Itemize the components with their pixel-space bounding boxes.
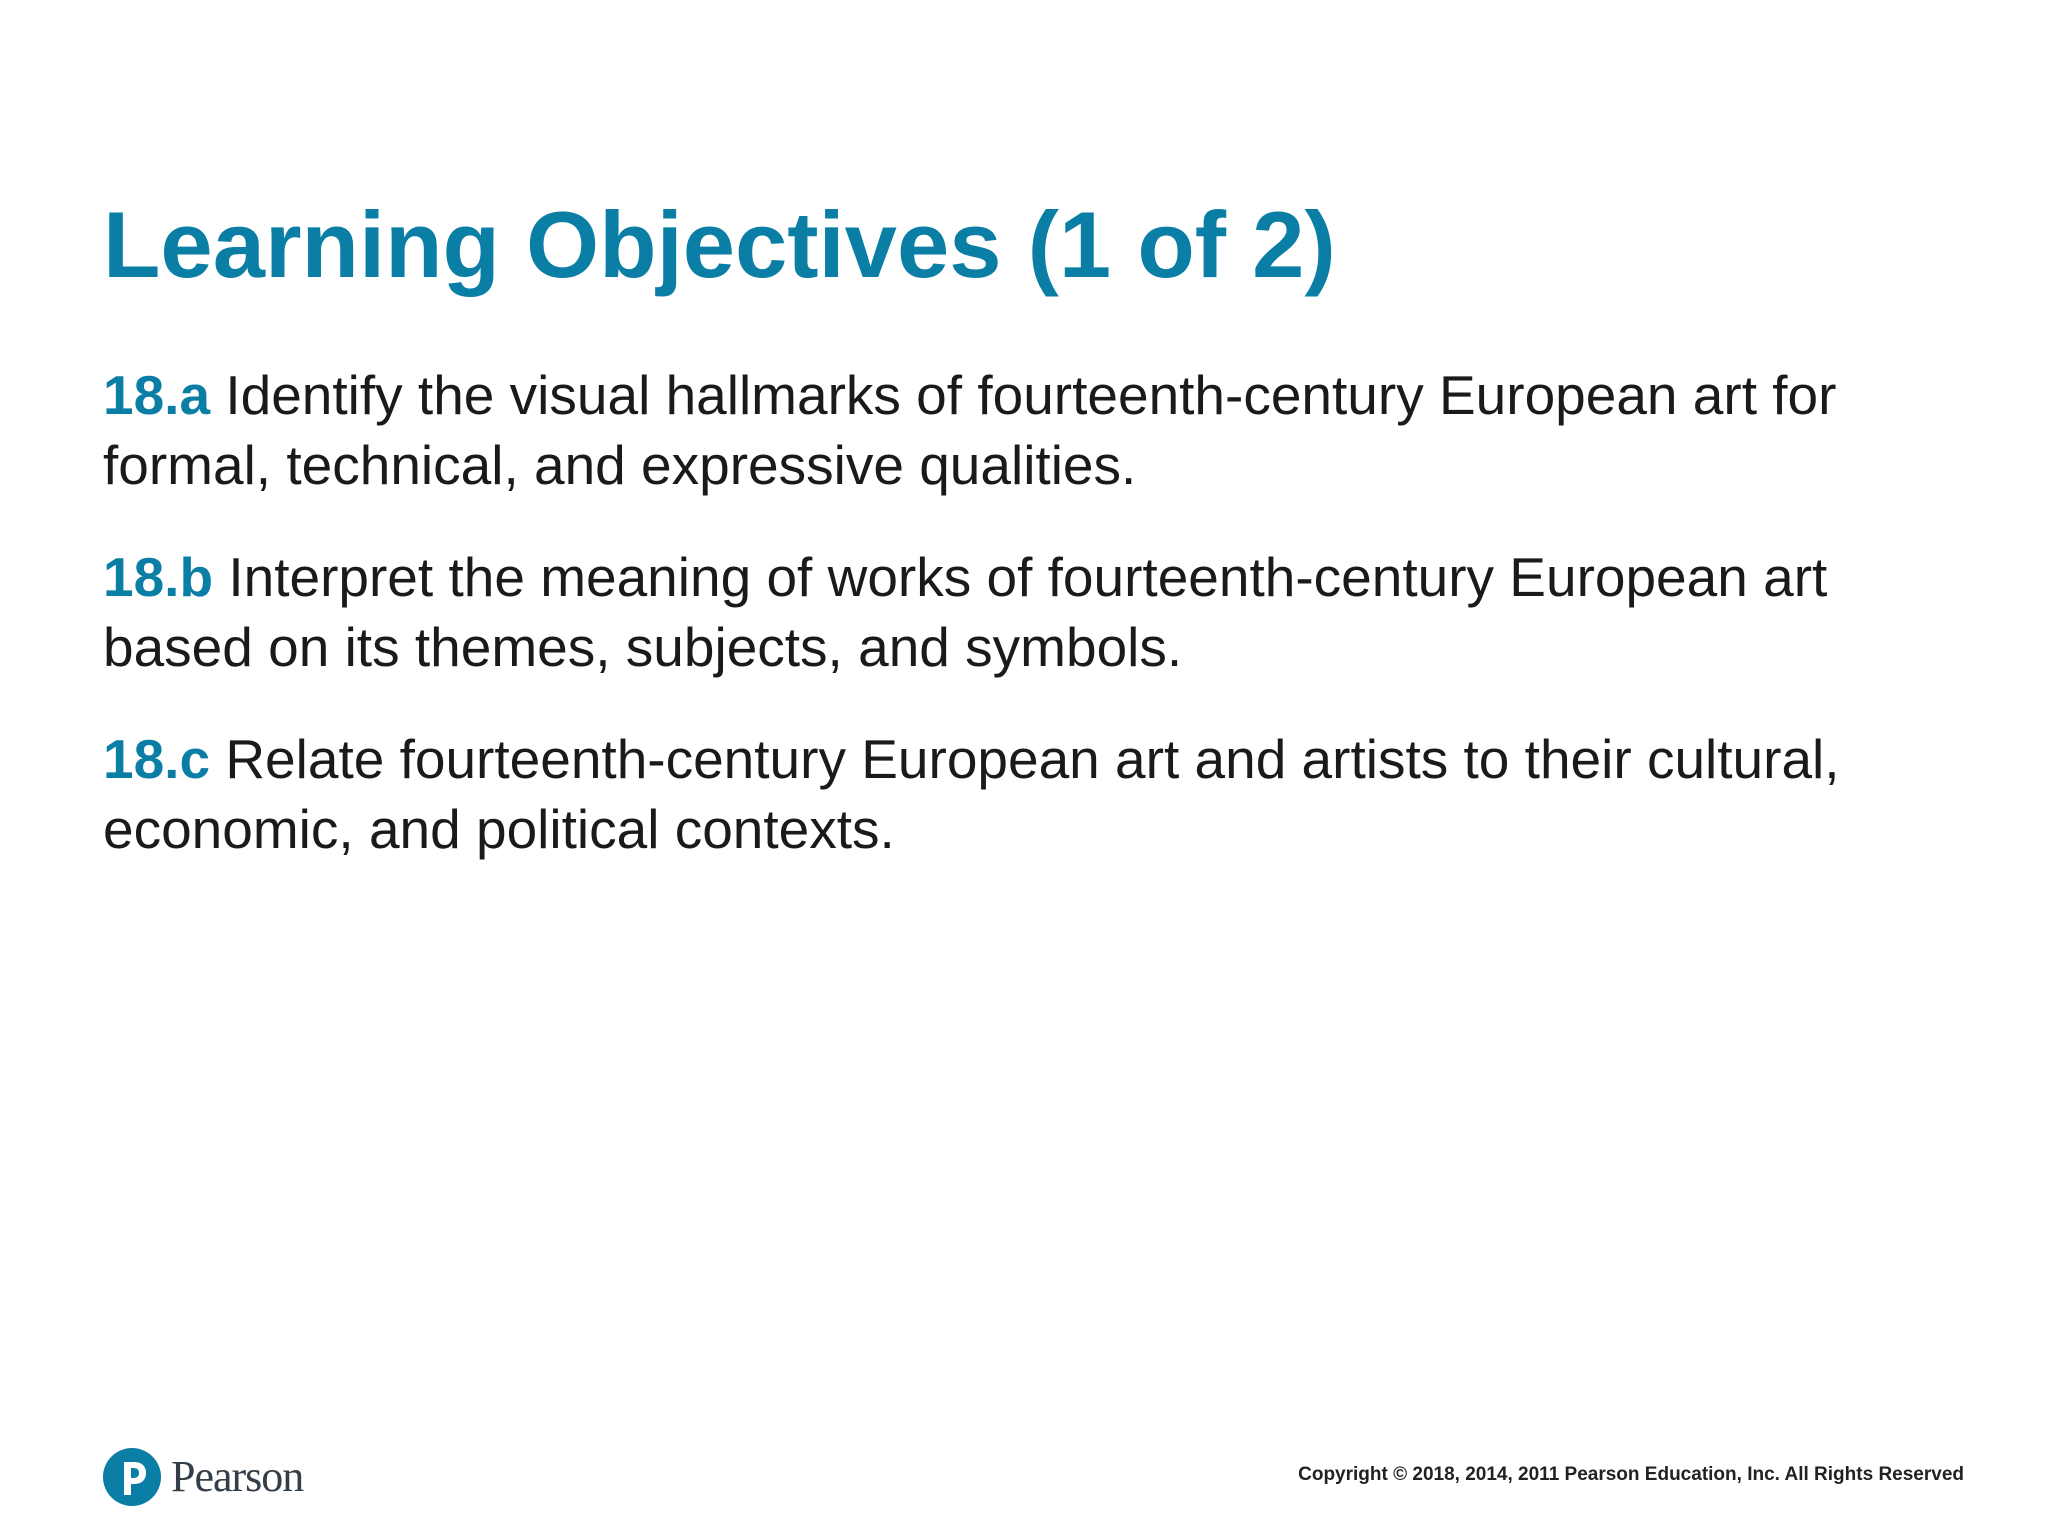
pearson-logo-text: Pearson [171, 1452, 304, 1501]
objective-text: Relate fourteenth-century European art and artists to their cultural, economic, and political contexts. [103, 728, 1840, 860]
pearson-logo [103, 1443, 303, 1511]
objective-code: 18.a [103, 364, 211, 426]
slide-title: Learning Objectives (1 of 2) [103, 192, 1336, 297]
pearson-logo-icon [103, 1448, 161, 1506]
objective-item [103, 724, 1963, 864]
objective-item [103, 360, 1963, 500]
objective-text: Interpret the meaning of works of fourteenth-century European art based on its themes, subjects, and symbols. [103, 546, 1828, 678]
objective-text: Identify the visual hallmarks of fourteenth-century European art for formal, technical, and expressive qualities. [103, 364, 1837, 496]
objective-code: 18.b [103, 546, 214, 608]
objectives-list [103, 360, 1963, 906]
objective-item [103, 542, 1963, 682]
copyright-notice: Copyright © 2018, 2014, 2011 Pearson Education, Inc. All Rights Reserved [1298, 1464, 1964, 1485]
objective-code: 18.c [103, 728, 211, 790]
